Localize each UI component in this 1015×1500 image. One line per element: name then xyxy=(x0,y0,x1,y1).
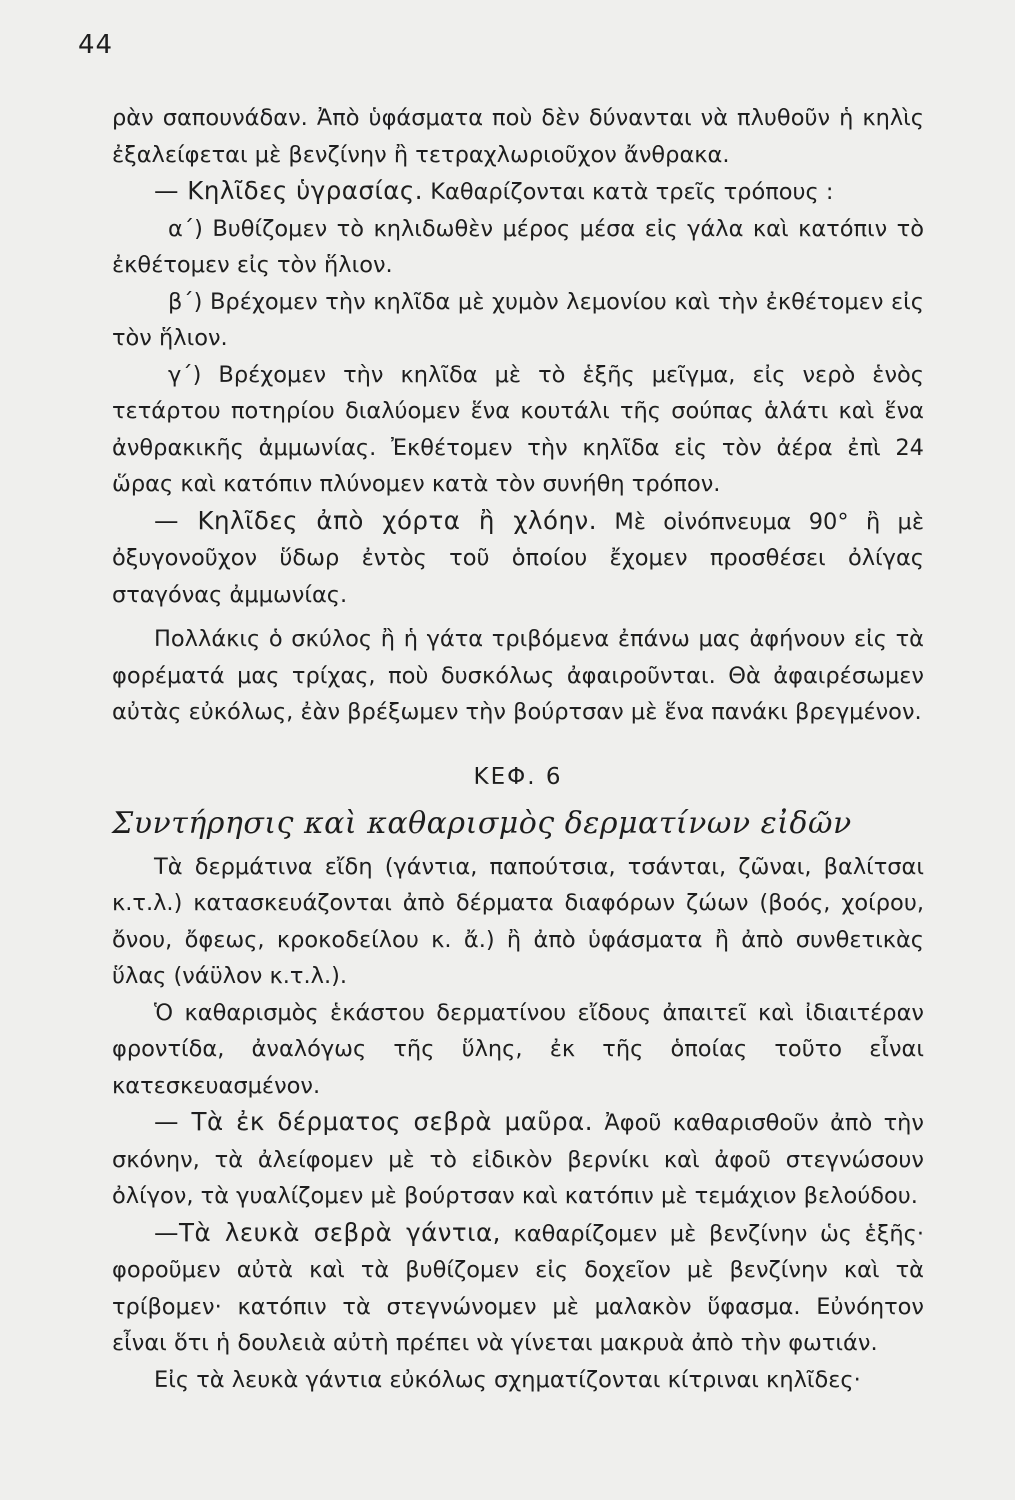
paragraph-cleaning-care: Ὁ καθαρισμὸς ἑκάστου δερματίνου εἴδους ἀπαιτεῖ καὶ ἰδιαιτέραν φροντίδα, ἀναλόγως τῆς ὕλης, ἐκ τῆς ὁποίας τοῦτο εἶναι κατεσκευασμένον. xyxy=(112,999,924,1099)
chapter-title: Συντήρησις καὶ καθαρισμὸς δερματίνων εἰδῶν xyxy=(112,805,852,841)
heading-grass-stains: — Κηλῖδες ἀπὸ χόρτα ἢ χλόην. xyxy=(154,505,597,535)
grass-text: Μὲ οἰνόπνευμα 90° ἢ μὲ ὀξυγονοῦχον ὕδωρ ἐντὸς τοῦ ὁποίου ἔχομεν προσθέσει ὀλίγας σταγόνας ἀμμωνίας. xyxy=(112,508,925,608)
paragraph-grass-stains xyxy=(112,503,924,614)
white-gloves-text: καθαρίζομεν μὲ βενζίνην ὡς ἑξῆς· φοροῦμεν αὐτὰ καὶ τὰ βυθίζομεν εἰς δοχεῖον μὲ βενζίνην καὶ τὰ τρίβομεν· κατόπιν τὰ στεγνώνομεν μὲ μαλακὸν ὕφασμα. Εὐνόητον εἶναι ὅτι ἡ δουλειὰ αὐτὴ πρέπει νὰ γίνεται μακρυὰ ἀπὸ τὴν φωτιάν. xyxy=(112,1220,924,1356)
paragraph-leather-goods: Τὰ δερμάτινα εἴδη (γάντια, παπούτσια, τσάνται, ζῶναι, βαλίτσαι κ.τ.λ.) κατασκευάζονται ἀπὸ δέρματα διαφόρων ζώων (βοός, χοίρου, ὄνου, ὄφεως, κροκοδείλου κ. ἄ.) ἢ ἀπὸ ὑφάσματα ἢ ἀπὸ συνθετικὰς ὕλας (νάϋλον κ.τ.λ.). xyxy=(112,853,924,989)
method-b: β΄) Βρέχομεν τὴν κηλῖδα μὲ χυμὸν λεμονίου καὶ τὴν ἐκθέτομεν εἰς τὸν ἥλιον. xyxy=(112,288,924,351)
chapter-label: ΚΕΦ. 6 xyxy=(473,763,563,790)
method-a: α΄) Βυθίζομεν τὸ κηλιδωθὲν μέρος μέσα εἰς γάλα καὶ κατόπιν τὸ ἐκθέτομεν εἰς τὸν ἥλιον. xyxy=(112,215,924,278)
paragraph-pet-hair: Πολλάκις ὁ σκύλος ἢ ἡ γάτα τριβόμενα ἐπάνω μας ἀφήνουν εἰς τὰ φορέματά μας τρίχας, ποὺ δυσκόλως ἀφαιροῦνται. Θὰ ἀφαιρέσωμεν αὐτὰς εὐκόλως, ἐὰν βρέξωμεν τὴν βούρτσαν μὲ ἕνα πανάκι βρεγμένον. xyxy=(112,626,924,725)
paragraph-white-gloves xyxy=(112,1215,924,1362)
heading-white-gloves: —Τὰ λευκὰ σεβρὰ γάντια, xyxy=(154,1217,501,1247)
method-c: γ΄) Βρέχομεν τὴν κηλῖδα μὲ τὸ ἑξῆς μεῖγμα, εἰς νερὸ ἑνὸς τετάρτου ποτηρίου διαλύομεν ἕνα κουτάλι τῆς σούπας ἁλάτι καὶ ἕνα ἀνθρακικῆς ἀμμωνίας. Ἐκθέτομεν τὴν κηλῖδα εἰς τὸν ἀέρα ἐπὶ 24 ὥρας καὶ κατόπιν πλύνομεν κατὰ τὸν συνήθη τρόπον. xyxy=(112,361,924,497)
paragraph-black-leather xyxy=(112,1104,924,1215)
paragraph-soap-suds: ρὰν σαπουνάδαν. Ἀπὸ ὑφάσματα ποὺ δὲν δύνανται νὰ πλυθοῦν ἡ κηλὶς ἐξαλείφεται μὲ βενζίνην ἢ τετραχλωριοῦχον ἄνθρακα. xyxy=(112,105,924,168)
heading-humidity-stains: — Κηλῖδες ὑγρασίας. xyxy=(154,176,424,205)
black-leather-text: Ἀφοῦ καθαρισθοῦν ἀπὸ τὴν σκόνην, τὰ ἀλείφομεν μὲ τὸ εἰδικὸν βερνίκι καὶ ἀφοῦ στεγνώσουν ὀλίγον, τὰ γυαλίζομεν μὲ βούρτσαν καὶ κατόπιν μὲ τεμάχιον βελούδου. xyxy=(112,1110,924,1209)
page-number: 44 xyxy=(78,30,114,60)
paragraph-humidity-stains xyxy=(112,173,924,211)
page-body xyxy=(112,100,924,1398)
humidity-intro: Καθαρίζονται κατὰ τρεῖς τρόπους : xyxy=(423,179,834,205)
paragraph-yellow-stains: Εἰς τὰ λευκὰ γάντια εὐκόλως σχηματίζονται κίτριναι κηλῖδες· xyxy=(154,1366,861,1393)
heading-black-leather: — Τὰ ἐκ δέρματος σεβρὰ μαῦρα. xyxy=(154,1107,593,1136)
